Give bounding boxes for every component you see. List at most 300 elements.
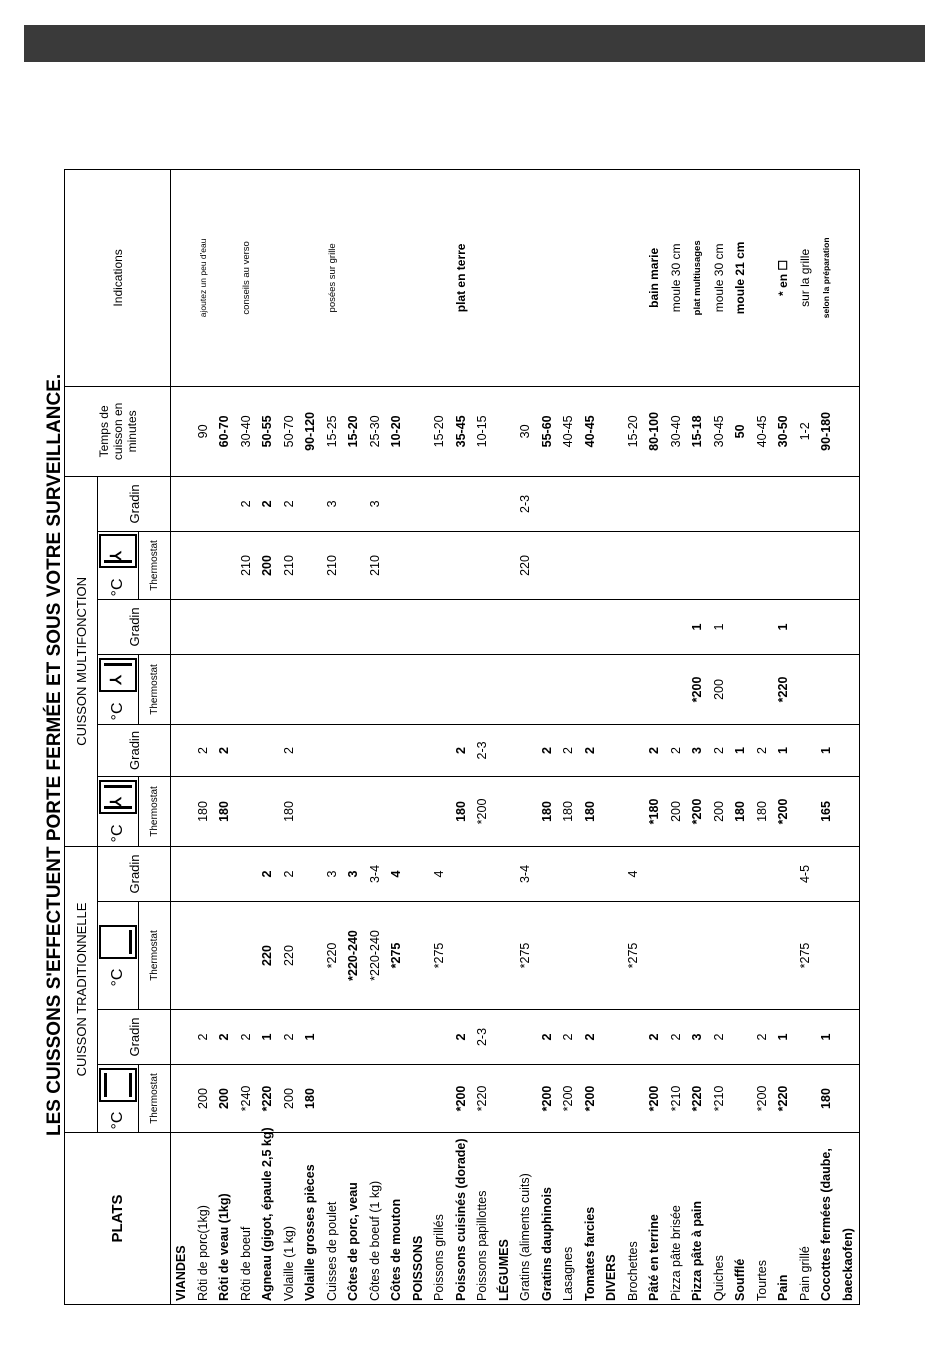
thermostat-header-4: Thermostat: [139, 654, 171, 724]
cell-value: [494, 600, 516, 654]
cell-value: 210: [324, 555, 339, 576]
indication-text: [558, 170, 580, 386]
cell-value: 180: [819, 1088, 833, 1109]
cell-value: [816, 847, 838, 901]
cell-value: [171, 725, 193, 776]
cell-value: 2: [281, 746, 296, 754]
cell-value: [408, 725, 430, 776]
cell-value: [623, 1010, 645, 1064]
cell-value: [236, 777, 258, 846]
cell-value: [171, 777, 193, 846]
indication-text: * en ☐: [776, 259, 790, 296]
cell-value: [838, 600, 860, 654]
cell-value: [429, 655, 451, 724]
indication-text: [472, 170, 494, 386]
cell-value: [408, 1065, 430, 1132]
plat-name: Pain grillé: [797, 1246, 812, 1301]
cell-value: [429, 600, 451, 654]
thermostat-column-5: [171, 531, 860, 599]
thermostat-header-1: Thermostat: [139, 1065, 171, 1133]
cell-value: [365, 655, 387, 724]
cell-value: [623, 532, 645, 599]
cell-value: *200: [690, 676, 704, 703]
cell-value: 180: [561, 801, 575, 822]
cell-value: 25-30: [367, 415, 382, 448]
gradin-column-4: [171, 599, 860, 654]
indication-text: [343, 170, 365, 386]
cell-value: [601, 655, 623, 724]
indication-text: bain marie: [647, 247, 661, 308]
cell-value: 1: [776, 746, 790, 754]
cell-value: [343, 655, 365, 724]
cell-value: [537, 600, 559, 654]
cell-value: 15-18: [690, 415, 704, 448]
cell-value: [472, 600, 494, 654]
cell-value: [343, 777, 365, 846]
cell-value: [300, 532, 322, 599]
cell-value: 2: [711, 1033, 726, 1041]
cell-value: [386, 1065, 408, 1132]
cell-value: [494, 1010, 516, 1064]
cell-value: [451, 532, 473, 599]
cell-value: 1: [776, 1033, 790, 1041]
cell-value: [451, 902, 473, 1009]
cell-value: [838, 902, 860, 1009]
indications-column: [171, 169, 860, 386]
cell-value: [730, 1065, 752, 1132]
cell-value: [451, 847, 473, 901]
cell-value: 55-60: [539, 415, 554, 448]
cell-value: [386, 1010, 408, 1064]
cell-value: [601, 1010, 623, 1064]
cell-value: [644, 477, 666, 531]
cell-value: [408, 847, 430, 901]
cell-value: 2: [647, 746, 661, 754]
cell-value: [171, 655, 193, 724]
cell-value: [365, 1010, 387, 1064]
cell-value: [795, 1065, 817, 1132]
unit-label: °C: [108, 702, 126, 721]
plat-name: Gratins dauphinois: [539, 1187, 554, 1301]
cell-value: [472, 532, 494, 599]
cell-value: [730, 1010, 752, 1064]
cell-value: [558, 477, 580, 531]
cell-value: 30-40: [238, 415, 253, 448]
cell-value: [795, 532, 817, 599]
indication-text: moule 30 cm: [711, 243, 726, 313]
cell-value: [322, 777, 344, 846]
cooking-table-rotated: [64, 170, 917, 1305]
cell-value: [472, 902, 494, 1009]
cell-value: [601, 477, 623, 531]
cell-value: [322, 655, 344, 724]
indication-text: [171, 170, 193, 386]
cell-value: [322, 725, 344, 776]
cell-value: [494, 847, 516, 901]
indication-text: plat multiusages: [692, 240, 703, 316]
cell-value: 2: [711, 746, 726, 754]
cell-value: 2: [582, 1033, 597, 1041]
cell-value: 1: [303, 1033, 317, 1041]
cell-value: [838, 532, 860, 599]
cell-value: [171, 902, 193, 1009]
cell-value: [816, 600, 838, 654]
cell-value: [386, 725, 408, 776]
cell-value: 3: [367, 500, 382, 508]
indication-text: [408, 170, 430, 386]
cell-value: 2: [195, 1033, 210, 1041]
cell-value: *220: [776, 676, 790, 703]
indication-text: plat en terre: [453, 243, 468, 313]
body-row: [171, 169, 860, 1304]
cell-value: [709, 847, 731, 901]
cell-value: [537, 477, 559, 531]
cell-value: [537, 532, 559, 599]
indication-text: selon la préparation: [821, 237, 831, 319]
cell-value: [300, 655, 322, 724]
cell-value: 15-20: [432, 415, 446, 448]
cell-value: [515, 1065, 537, 1132]
cell-value: [515, 600, 537, 654]
gradin-column-3: [171, 724, 860, 776]
cell-value: [451, 655, 473, 724]
thermostat-column-4: [171, 654, 860, 724]
cell-value: 180: [754, 801, 769, 822]
cell-value: [687, 477, 709, 531]
cell-value: [795, 1010, 817, 1064]
cell-value: 35-45: [453, 415, 468, 448]
cell-value: [773, 532, 795, 599]
cell-value: 220: [518, 555, 532, 576]
cell-value: 200: [668, 801, 683, 822]
cell-value: [623, 477, 645, 531]
cell-value: [816, 655, 838, 724]
cell-value: 200: [260, 555, 274, 576]
plat-name: Poissons papillottes: [475, 1190, 489, 1301]
indication-text: [515, 170, 537, 386]
cell-value: 2: [539, 1033, 554, 1041]
cell-value: [365, 725, 387, 776]
cell-value: [494, 655, 516, 724]
unit-cell-5: [98, 531, 139, 599]
thermostat-column-2: [171, 902, 860, 1010]
plat-name: Rôti de veau (1kg): [217, 1193, 231, 1301]
cell-value: [408, 387, 430, 476]
indication-text: [838, 170, 860, 386]
cell-value: [322, 1065, 344, 1132]
indication-text: [386, 170, 408, 386]
cell-value: [429, 777, 451, 846]
cell-value: 3: [324, 500, 339, 508]
cell-value: 40-45: [754, 415, 769, 448]
cell-value: *275: [625, 942, 640, 969]
cell-value: [666, 477, 688, 531]
cell-value: 180: [733, 801, 747, 822]
cell-value: [343, 477, 365, 531]
cell-value: [494, 532, 516, 599]
indication-text: [752, 170, 774, 386]
gradin-header-4: Gradin: [98, 599, 171, 654]
cell-value: [322, 1010, 344, 1064]
cell-value: [515, 1010, 537, 1064]
plat-name: POISSONS: [410, 1235, 425, 1301]
plat-name: Cocottes fermées (daube,: [819, 1148, 833, 1301]
cell-value: [257, 600, 279, 654]
cell-value: [752, 532, 774, 599]
cell-value: *220: [776, 1085, 790, 1112]
cell-value: [257, 725, 279, 776]
temps-header: Temps de cuisson en minutes: [65, 386, 171, 476]
cell-value: [171, 847, 193, 901]
cell-value: [558, 600, 580, 654]
cell-value: [666, 847, 688, 901]
cell-value: [687, 532, 709, 599]
cell-value: 40-45: [582, 415, 597, 448]
cell-value: *210: [668, 1085, 683, 1112]
cell-value: [171, 1010, 193, 1064]
cell-value: [601, 725, 623, 776]
cell-value: [343, 1010, 365, 1064]
plat-name: Côtes de porc, veau: [346, 1182, 360, 1301]
plat-name: Agneau (gigot, épaule 2,5 kg): [260, 1127, 274, 1301]
cell-value: [494, 387, 516, 476]
cell-value: [322, 600, 344, 654]
cell-value: 1: [733, 746, 747, 754]
cell-value: [236, 902, 258, 1009]
cell-value: [171, 387, 193, 476]
cell-value: [494, 902, 516, 1009]
cell-value: [386, 532, 408, 599]
cell-value: [257, 777, 279, 846]
cell-value: 3: [690, 1033, 704, 1041]
cell-value: 2: [260, 870, 274, 878]
cell-value: [193, 532, 215, 599]
cell-value: *220-240: [346, 930, 360, 981]
cell-value: 200: [195, 1088, 210, 1109]
cell-value: 2: [754, 1033, 769, 1041]
indication-text: [257, 170, 279, 386]
cell-value: [601, 847, 623, 901]
cell-value: 2: [754, 746, 769, 754]
cell-value: 90: [195, 424, 210, 439]
cell-value: [644, 902, 666, 1009]
cell-value: 1: [776, 623, 790, 631]
cell-value: [408, 777, 430, 846]
cell-value: [193, 600, 215, 654]
cell-value: 4: [389, 870, 403, 878]
indication-text: moule 30 cm: [668, 243, 683, 313]
cell-value: [558, 847, 580, 901]
cell-value: [644, 847, 666, 901]
cell-value: 200: [711, 679, 726, 700]
cell-value: 2-3: [475, 1027, 489, 1047]
cell-value: 210: [367, 555, 382, 576]
cell-value: 1: [690, 623, 704, 631]
cell-value: [214, 532, 236, 599]
cell-value: *200: [754, 1085, 769, 1112]
cell-value: 15-20: [346, 415, 360, 448]
cell-value: 4-5: [797, 864, 812, 884]
cell-value: *180: [647, 798, 661, 825]
cell-value: [193, 902, 215, 1009]
cell-value: [730, 600, 752, 654]
plat-name: Côtes de boeuf (1 kg): [367, 1180, 382, 1301]
cell-value: [580, 655, 602, 724]
cell-value: 210: [281, 555, 296, 576]
cell-value: [300, 902, 322, 1009]
plat-name: Brochettes: [625, 1241, 640, 1301]
cell-value: [515, 655, 537, 724]
cell-value: [730, 847, 752, 901]
cell-value: *200: [776, 798, 790, 825]
temps-column: [171, 386, 860, 476]
cell-value: [171, 532, 193, 599]
indication-text: [494, 170, 516, 386]
plat-name: Lasagnes: [561, 1246, 575, 1301]
cell-value: 200: [711, 801, 726, 822]
cell-value: [236, 600, 258, 654]
cell-value: [408, 600, 430, 654]
cell-value: [558, 655, 580, 724]
cell-value: 2: [260, 500, 274, 508]
cell-value: 180: [195, 801, 210, 822]
gradin-column-1: [171, 1010, 860, 1065]
cell-value: [773, 902, 795, 1009]
cell-value: [752, 655, 774, 724]
cell-value: [537, 655, 559, 724]
cell-value: [816, 477, 838, 531]
cell-value: [838, 477, 860, 531]
indication-text: [279, 170, 301, 386]
cell-value: 210: [238, 555, 253, 576]
cell-value: [171, 477, 193, 531]
cell-value: 2: [238, 500, 253, 508]
cell-value: [816, 532, 838, 599]
cell-value: [752, 600, 774, 654]
unit-cell-4: [98, 654, 139, 724]
plat-name: Pain: [776, 1274, 790, 1301]
cell-value: [537, 847, 559, 901]
plat-name: Pâté en terrine: [647, 1214, 661, 1301]
cell-value: [601, 600, 623, 654]
cell-value: [601, 777, 623, 846]
cell-value: [623, 655, 645, 724]
thermostat-column-3: [171, 776, 860, 846]
cell-value: [644, 600, 666, 654]
cell-value: [838, 777, 860, 846]
cell-value: 30-40: [668, 415, 683, 448]
unit-cell-3: [98, 776, 139, 846]
cell-value: [214, 477, 236, 531]
cell-value: 2: [582, 746, 597, 754]
cell-value: [515, 777, 537, 846]
cell-value: [429, 1065, 451, 1132]
cell-value: 180: [539, 801, 554, 822]
cell-value: [601, 1065, 623, 1132]
cell-value: [580, 902, 602, 1009]
cell-value: [838, 1065, 860, 1132]
plats-column: [171, 1127, 860, 1305]
cell-value: 2: [281, 870, 296, 878]
cell-value: [601, 902, 623, 1009]
thermostat-header-3: Thermostat: [139, 776, 171, 846]
cell-value: [429, 532, 451, 599]
cell-value: [580, 477, 602, 531]
oven-bottom-heat-icon: [99, 925, 137, 959]
cell-value: [687, 847, 709, 901]
unit-label: °C: [108, 1111, 126, 1130]
plat-name: baeckaofen): [840, 1228, 855, 1301]
header-bar: [24, 25, 925, 62]
cell-value: [601, 387, 623, 476]
cell-value: [795, 777, 817, 846]
cell-value: 1: [819, 746, 833, 754]
cell-value: [257, 655, 279, 724]
cell-value: 10-20: [389, 415, 403, 448]
cell-value: [494, 725, 516, 776]
cell-value: [795, 477, 817, 531]
cell-value: 4: [432, 870, 446, 878]
cell-value: *275: [432, 942, 446, 969]
cell-value: [709, 532, 731, 599]
cell-value: [752, 847, 774, 901]
cell-value: [365, 1065, 387, 1132]
cell-value: [494, 1065, 516, 1132]
plat-name: LÉGUMES: [496, 1239, 511, 1301]
cell-value: 2: [539, 746, 554, 754]
cell-value: *210: [711, 1085, 726, 1112]
cell-value: 2: [195, 746, 210, 754]
page-heading: LES CUISSONS S'EFFECTUENT PORTE FERMÉE ET SOUS VOTRE SURVEILLANCE.: [44, 373, 65, 1136]
cell-value: [580, 532, 602, 599]
cell-value: 2: [217, 746, 231, 754]
cell-value: 30-45: [711, 415, 726, 448]
cell-value: [494, 777, 516, 846]
oven-fan-icon: ⅄: [99, 534, 137, 568]
cell-value: [300, 477, 322, 531]
cell-value: [623, 600, 645, 654]
plat-name: Pizza pâte brisée: [668, 1205, 683, 1301]
unit-label: °C: [108, 968, 126, 987]
cell-value: [451, 600, 473, 654]
cell-value: 180: [217, 801, 231, 822]
header-row-1: [65, 169, 98, 1304]
cell-value: *200: [582, 1085, 597, 1112]
cell-value: [687, 902, 709, 1009]
plat-name: Poissons cuisinés (dorade): [453, 1138, 468, 1301]
cell-value: 2: [561, 746, 575, 754]
cell-value: 2: [453, 746, 468, 754]
cell-value: 2: [217, 1033, 231, 1041]
cell-value: [236, 655, 258, 724]
cell-value: [193, 847, 215, 901]
cell-value: [193, 477, 215, 531]
cell-value: *200: [690, 798, 704, 825]
cell-value: [193, 655, 215, 724]
cell-value: 180: [582, 801, 597, 822]
cell-value: [279, 600, 301, 654]
unit-cell-1: [98, 1065, 139, 1133]
plat-name: Gratins (aliments cuits): [518, 1173, 532, 1301]
unit-label: °C: [108, 824, 126, 843]
gradin-header-5: Gradin: [98, 476, 171, 531]
cell-value: *275: [389, 942, 403, 969]
cell-value: 3: [690, 746, 704, 754]
cell-value: [343, 725, 365, 776]
plat-name: Tourtes: [754, 1260, 769, 1301]
cell-value: *240: [238, 1085, 253, 1112]
cell-value: [644, 532, 666, 599]
